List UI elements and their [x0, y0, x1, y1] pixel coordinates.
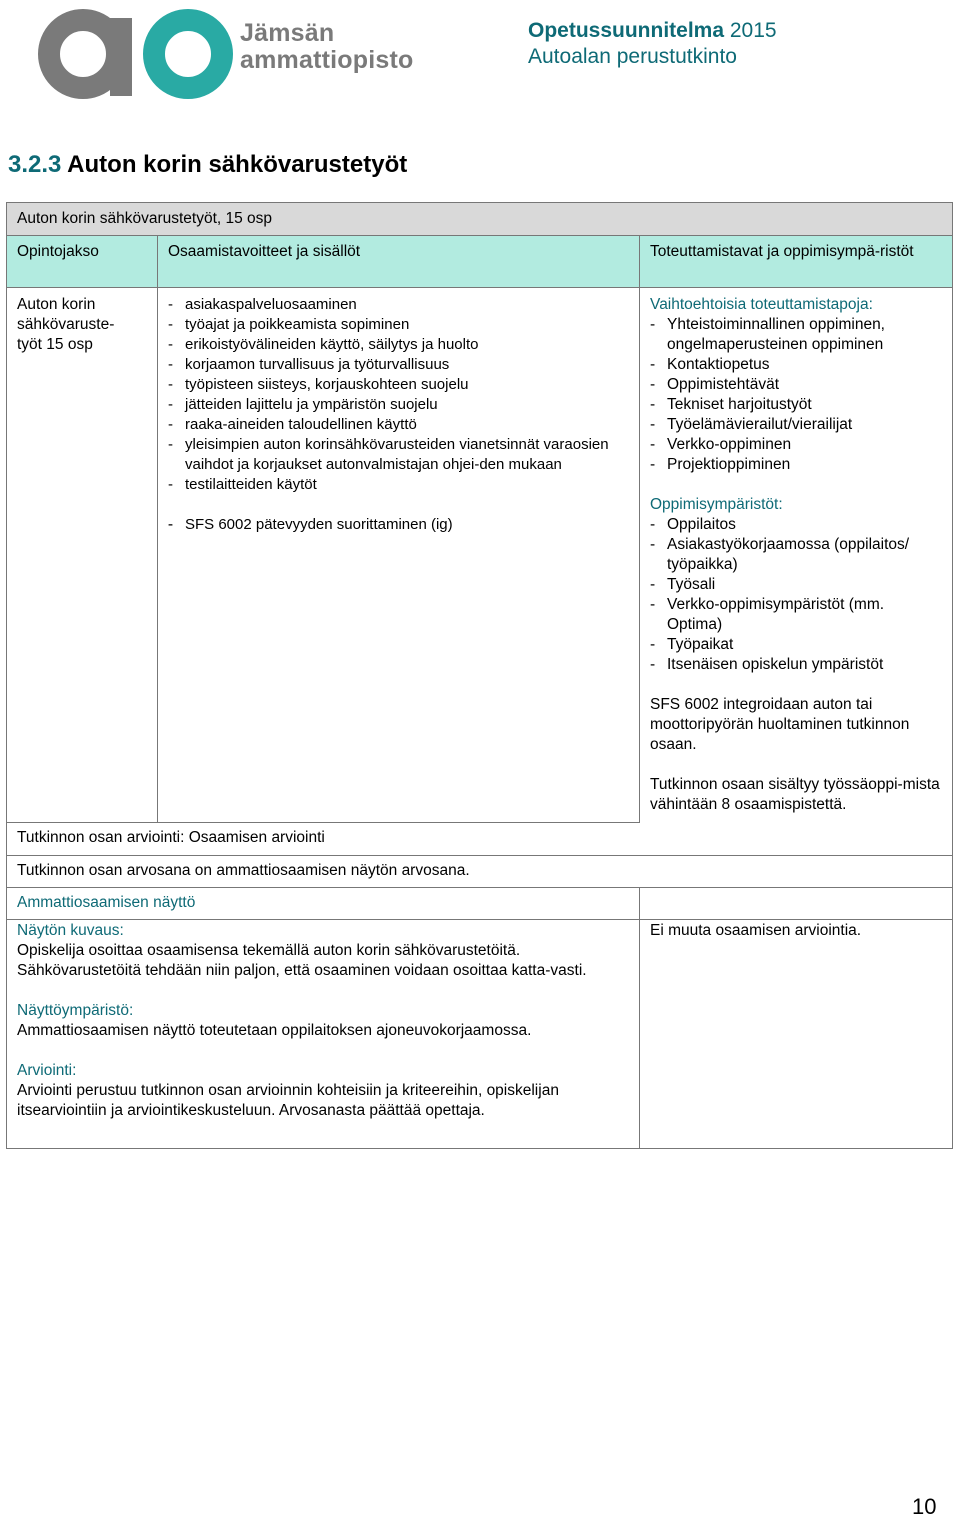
method-item: - Työelämävierailut/vierailijat [650, 415, 942, 435]
header-col-methods: Toteuttamistavat ja oppimisympä-ristöt [640, 236, 952, 288]
grade-text: Tutkinnon osan arvosana on ammattiosaamisen näytön arvosana. [17, 862, 470, 879]
environment-item: - Asiakastyökorjaamossa (oppilaitos/ työpaikka) [650, 535, 942, 575]
environment-item: - Työsali [650, 575, 942, 595]
assessment-heading: Tutkinnon osan arviointi: Osaamisen arviointi [17, 829, 325, 846]
sfs-note: SFS 6002 integroidaan auton tai moottoripyörän huoltaminen tutkinnon osaan. [650, 696, 910, 753]
course-name-line: sähkövaruste- [17, 316, 115, 333]
evaluation-label: Arviointi: [17, 1062, 77, 1079]
goal-item: - SFS 6002 pätevyyden suorittaminen (ig) [168, 515, 629, 535]
workplace-learning-note: Tutkinnon osaan sisältyy työssäoppi-mista vähintään 8 osaamispistettä. [650, 776, 940, 813]
logo-line2: ammattiopisto [240, 46, 414, 74]
goals-list [168, 295, 629, 495]
demo-environment-text: Ammattiosaamisen näyttö toteutetaan oppilaitoksen ajoneuvokorjaamossa. [17, 1022, 532, 1039]
methods-heading: Vaihtoehtoisia toteuttamistapoja: [650, 296, 873, 313]
document-subtitle: Autoalan perustutkinto [528, 45, 737, 68]
goals-list-extra [168, 515, 629, 535]
document-title [528, 18, 777, 44]
section-title: Auton korin sähkövarustetyöt [67, 151, 408, 178]
logo-wordmark [240, 20, 413, 74]
course-name-cell [7, 295, 157, 355]
methods-cell [640, 295, 952, 815]
demo-heading: Ammattiosaamisen näyttö [17, 894, 196, 911]
demo-description-label: Näytön kuvaus: [17, 922, 124, 939]
ao-logo-mark-icon [28, 4, 248, 100]
evaluation-text: Arviointi perustuu tutkinnon osan arvioinnin kohteisiin ja kriteereihin, opiskelijan itsearviointiin ja arviointikeskusteluun. Arvosanasta päättää opettaja. [17, 1082, 559, 1119]
demo-details [7, 921, 639, 1121]
method-item: - Verkko-oppiminen [650, 435, 942, 455]
header-col-course: Opintojakso [7, 236, 158, 288]
goal-item: - raaka-aineiden taloudellinen käyttö [168, 415, 629, 435]
logo-line1: Jämsän [240, 19, 335, 47]
goal-item: - työajat ja poikkeamista sopiminen [168, 315, 629, 335]
course-name-line: työt 15 osp [17, 336, 93, 353]
header-col-goals: Osaamistavoitteet ja sisällöt [158, 236, 640, 288]
course-table [6, 202, 953, 1149]
page-number: 10 [912, 1494, 937, 1519]
method-item: - Yhteistoiminnallinen oppiminen, ongelmaperusteinen oppiminen [650, 315, 942, 355]
section-heading [8, 150, 407, 180]
goal-item: - yleisimpien auton korinsähkövarusteiden vianetsinnät varaosien vaihdot ja korjaukset autonvalmistajan ohjei-den mukaan [168, 435, 629, 475]
section-number: 3.2.3 [8, 151, 62, 178]
demo-environment-label: Näyttöympäristö: [17, 1002, 134, 1019]
blank-line [168, 495, 629, 515]
goal-item: - työpisteen siisteys, korjauskohteen suojelu [168, 375, 629, 395]
method-item: - Projektioppiminen [650, 455, 942, 475]
document-title-year: 2015 [729, 19, 777, 42]
environments-list [650, 515, 942, 675]
goal-item: - erikoistyövälineiden käyttö, säilytys ja huolto [168, 335, 629, 355]
goal-item: - asiakaspalveluosaaminen [168, 295, 629, 315]
environments-heading: Oppimisympäristöt: [650, 496, 783, 513]
goal-item: - testilaitteiden käytöt [168, 475, 629, 495]
other-assessment-text: Ei muuta osaamisen arviointia. [650, 922, 862, 939]
environment-item: - Työpaikat [650, 635, 942, 655]
methods-list [650, 315, 942, 475]
method-item: - Oppimistehtävät [650, 375, 942, 395]
goal-item: - jätteiden lajittelu ja ympäristön suojelu [168, 395, 629, 415]
table-title-row: Auton korin sähkövarustetyöt, 15 osp [7, 203, 952, 236]
method-item: - Kontaktiopetus [650, 355, 942, 375]
goals-cell [158, 295, 639, 535]
environment-item: - Verkko-oppimisympäristöt (mm. Optima) [650, 595, 942, 635]
environment-item: - Oppilaitos [650, 515, 942, 535]
course-name-line: Auton korin [17, 296, 96, 313]
row-divider [7, 919, 952, 920]
method-item: - Tekniset harjoitustyöt [650, 395, 942, 415]
environment-item: - Itsenäisen opiskelun ympäristöt [650, 655, 942, 675]
document-title-main: Opetussuunnitelma [528, 19, 725, 42]
demo-description-text: Opiskelija osoittaa osaamisensa tekemällä auton korin sähkövarustetöitä. Sähkövarustetöitä tehdään niin paljon, että osaaminen voidaan osoittaa katta-vasti. [17, 942, 587, 979]
goal-item: - korjaamon turvallisuus ja työturvallisuus [168, 355, 629, 375]
